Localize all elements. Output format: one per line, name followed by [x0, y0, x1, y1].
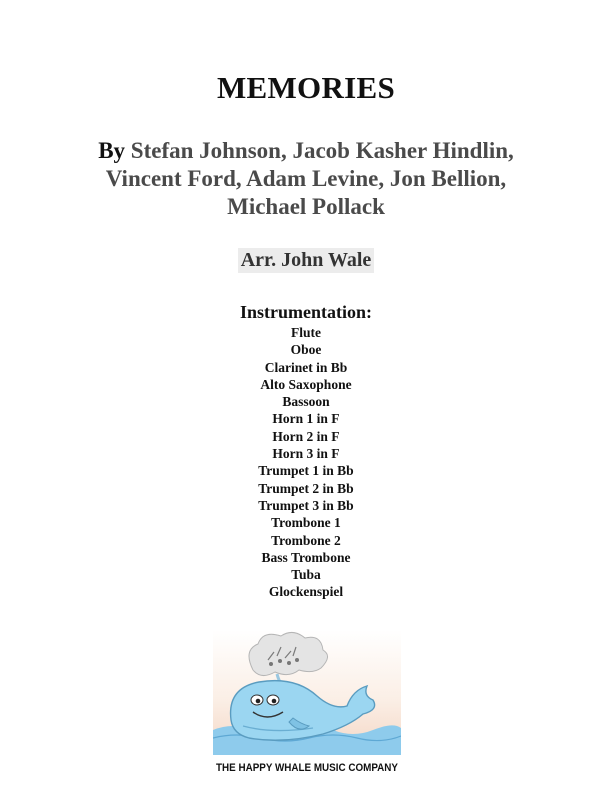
page-title: MEMORIES [216, 70, 396, 105]
instrument-item: Horn 1 in F [272, 411, 340, 427]
instrument-item: Tuba [291, 567, 321, 583]
instrument-item: Horn 3 in F [272, 446, 340, 462]
instrument-item: Bass Trombone [261, 549, 351, 565]
instrument-item: Oboe [290, 342, 322, 358]
by-prefix: By [98, 138, 126, 163]
instrument-item: Glockenspiel [268, 584, 344, 600]
happy-whale-logo [213, 630, 401, 780]
instrument-item: Horn 2 in F [272, 428, 340, 444]
composer-credits [56, 137, 556, 221]
instrument-item: Bassoon [282, 394, 330, 410]
instrument-item: Trumpet 3 in Bb [258, 497, 354, 513]
composer-credits-line-2: Vincent Ford, Adam Levine, Jon Bellion, [105, 166, 507, 191]
composer-credits-line-1: By Stefan Johnson, Jacob Kasher Hindlin, [98, 138, 514, 163]
instrument-item: Trombone 1 [271, 515, 341, 531]
instrument-item: Alto Saxophone [260, 376, 352, 392]
instrument-item: Trumpet 1 in Bb [258, 463, 354, 479]
instrument-item: Trumpet 2 in Bb [258, 480, 354, 496]
logo-company-name: THE HAPPY WHALE MUSIC COMPANY [216, 762, 399, 774]
arranger-credit [0, 248, 612, 273]
instrument-item: Flute [291, 325, 321, 340]
whale-logo-image [213, 630, 401, 780]
instrumentation-list [0, 324, 612, 601]
arranger-label: Arr. John Wale [238, 248, 375, 273]
instrument-item: Trombone 2 [271, 532, 341, 548]
instrument-item: Clarinet in Bb [264, 359, 348, 375]
composer-credits-line-3: Michael Pollack [227, 194, 385, 219]
instrumentation-heading: Instrumentation: [239, 302, 372, 322]
